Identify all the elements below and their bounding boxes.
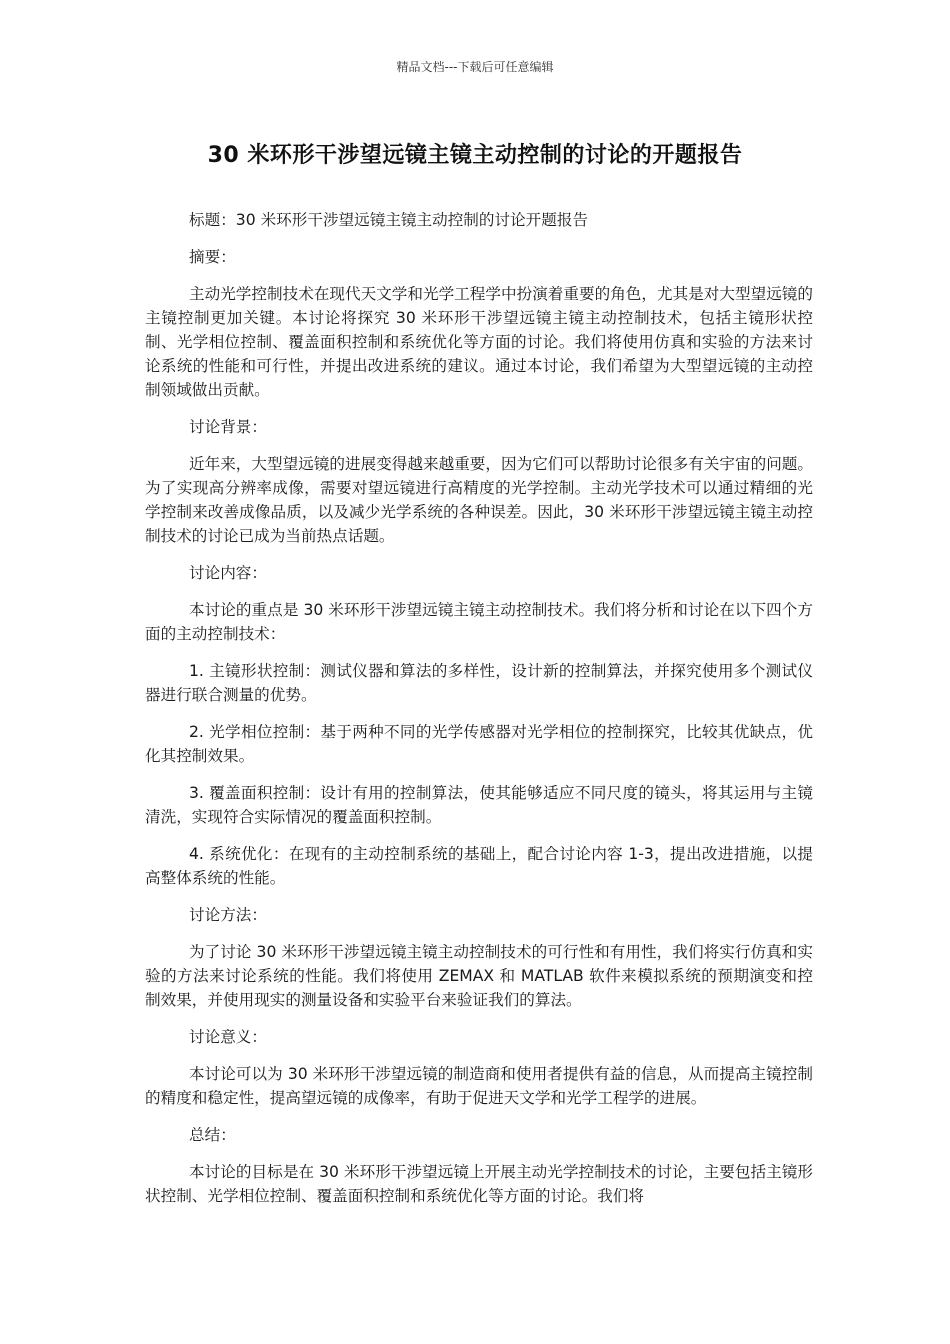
heading-abstract: 摘要：	[189, 248, 236, 266]
heading-method: 讨论方法：	[189, 906, 267, 924]
paragraph-subject: 标题：30 米环形干涉望远镜主镜主动控制的讨论开题报告	[189, 211, 589, 229]
list-item-3: 3. 覆盖面积控制：设计有用的控制算法，使其能够适应不同尺度的镜头，将其运用与主镜清洗，实现符合实际情况的覆盖面积控制。	[145, 784, 813, 826]
paragraph-method: 为了讨论 30 米环形干涉望远镜主镜主动控制技术的可行性和有用性，我们将实行仿真和实验的方法来讨论系统的性能。我们将使用 ZEMAX 和 MATLAB 软件来模拟系统的预期演变和控制效果，并使用现实的测量设备和实验平台来验证我们的算法。	[145, 943, 813, 1009]
heading-summary: 总结：	[189, 1126, 236, 1144]
list-item-4: 4. 系统优化：在现有的主动控制系统的基础上，配合讨论内容 1-3，提出改进措施，以提高整体系统的性能。	[145, 845, 813, 887]
paragraph-background: 近年来，大型望远镜的进展变得越来越重要，因为它们可以帮助讨论很多有关宇宙的问题。为了实现高分辨率成像，需要对望远镜进行高精度的光学控制。主动光学技术可以通过精细的光学控制来改善成像品质，以及减少光学系统的各种误差。因此，30 米环形干涉望远镜主镜主动控制技术的讨论已成为当前热点话题。	[145, 455, 813, 545]
paragraph-content: 本讨论的重点是 30 米环形干涉望远镜主镜主动控制技术。我们将分析和讨论在以下四个方面的主动控制技术：	[145, 601, 813, 643]
document-title: 30 米环形干涉望远镜主镜主动控制的讨论的开题报告	[207, 143, 743, 168]
document-body	[145, 208, 813, 1221]
heading-content: 讨论内容：	[189, 564, 267, 582]
heading-significance: 讨论意义：	[189, 1028, 267, 1046]
paragraph-summary: 本讨论的目标是在 30 米环形干涉望远镜上开展主动光学控制技术的讨论，主要包括主镜形状控制、光学相位控制、覆盖面积控制和系统优化等方面的讨论。我们将	[145, 1163, 813, 1205]
heading-background: 讨论背景：	[189, 418, 267, 436]
list-item-1: 1. 主镜形状控制：测试仪器和算法的多样性，设计新的控制算法，并探究使用多个测试仪器进行联合测量的优势。	[145, 662, 813, 704]
paragraph-significance: 本讨论可以为 30 米环形干涉望远镜的制造商和使用者提供有益的信息，从而提高主镜控制的精度和稳定性，提高望远镜的成像率，有助于促进天文学和光学工程学的进展。	[145, 1065, 813, 1107]
list-item-2: 2. 光学相位控制：基于两种不同的光学传感器对光学相位的控制探究，比较其优缺点，优化其控制效果。	[145, 723, 813, 765]
paragraph-abstract: 主动光学控制技术在现代天文学和光学工程学中扮演着重要的角色，尤其是对大型望远镜的主镜控制更加关键。本讨论将探究 30 米环形干涉望远镜主镜主动控制技术，包括主镜形状控制、光学相位控制、覆盖面积控制和系统优化等方面的讨论。我们将使用仿真和实验的方法来讨论系统的性能和可行性，并提出改进系统的建议。通过本讨论，我们希望为大型望远镜的主动控制领域做出贡献。	[145, 285, 813, 399]
page-header: 精品文档---下载后可任意编辑	[396, 60, 554, 74]
